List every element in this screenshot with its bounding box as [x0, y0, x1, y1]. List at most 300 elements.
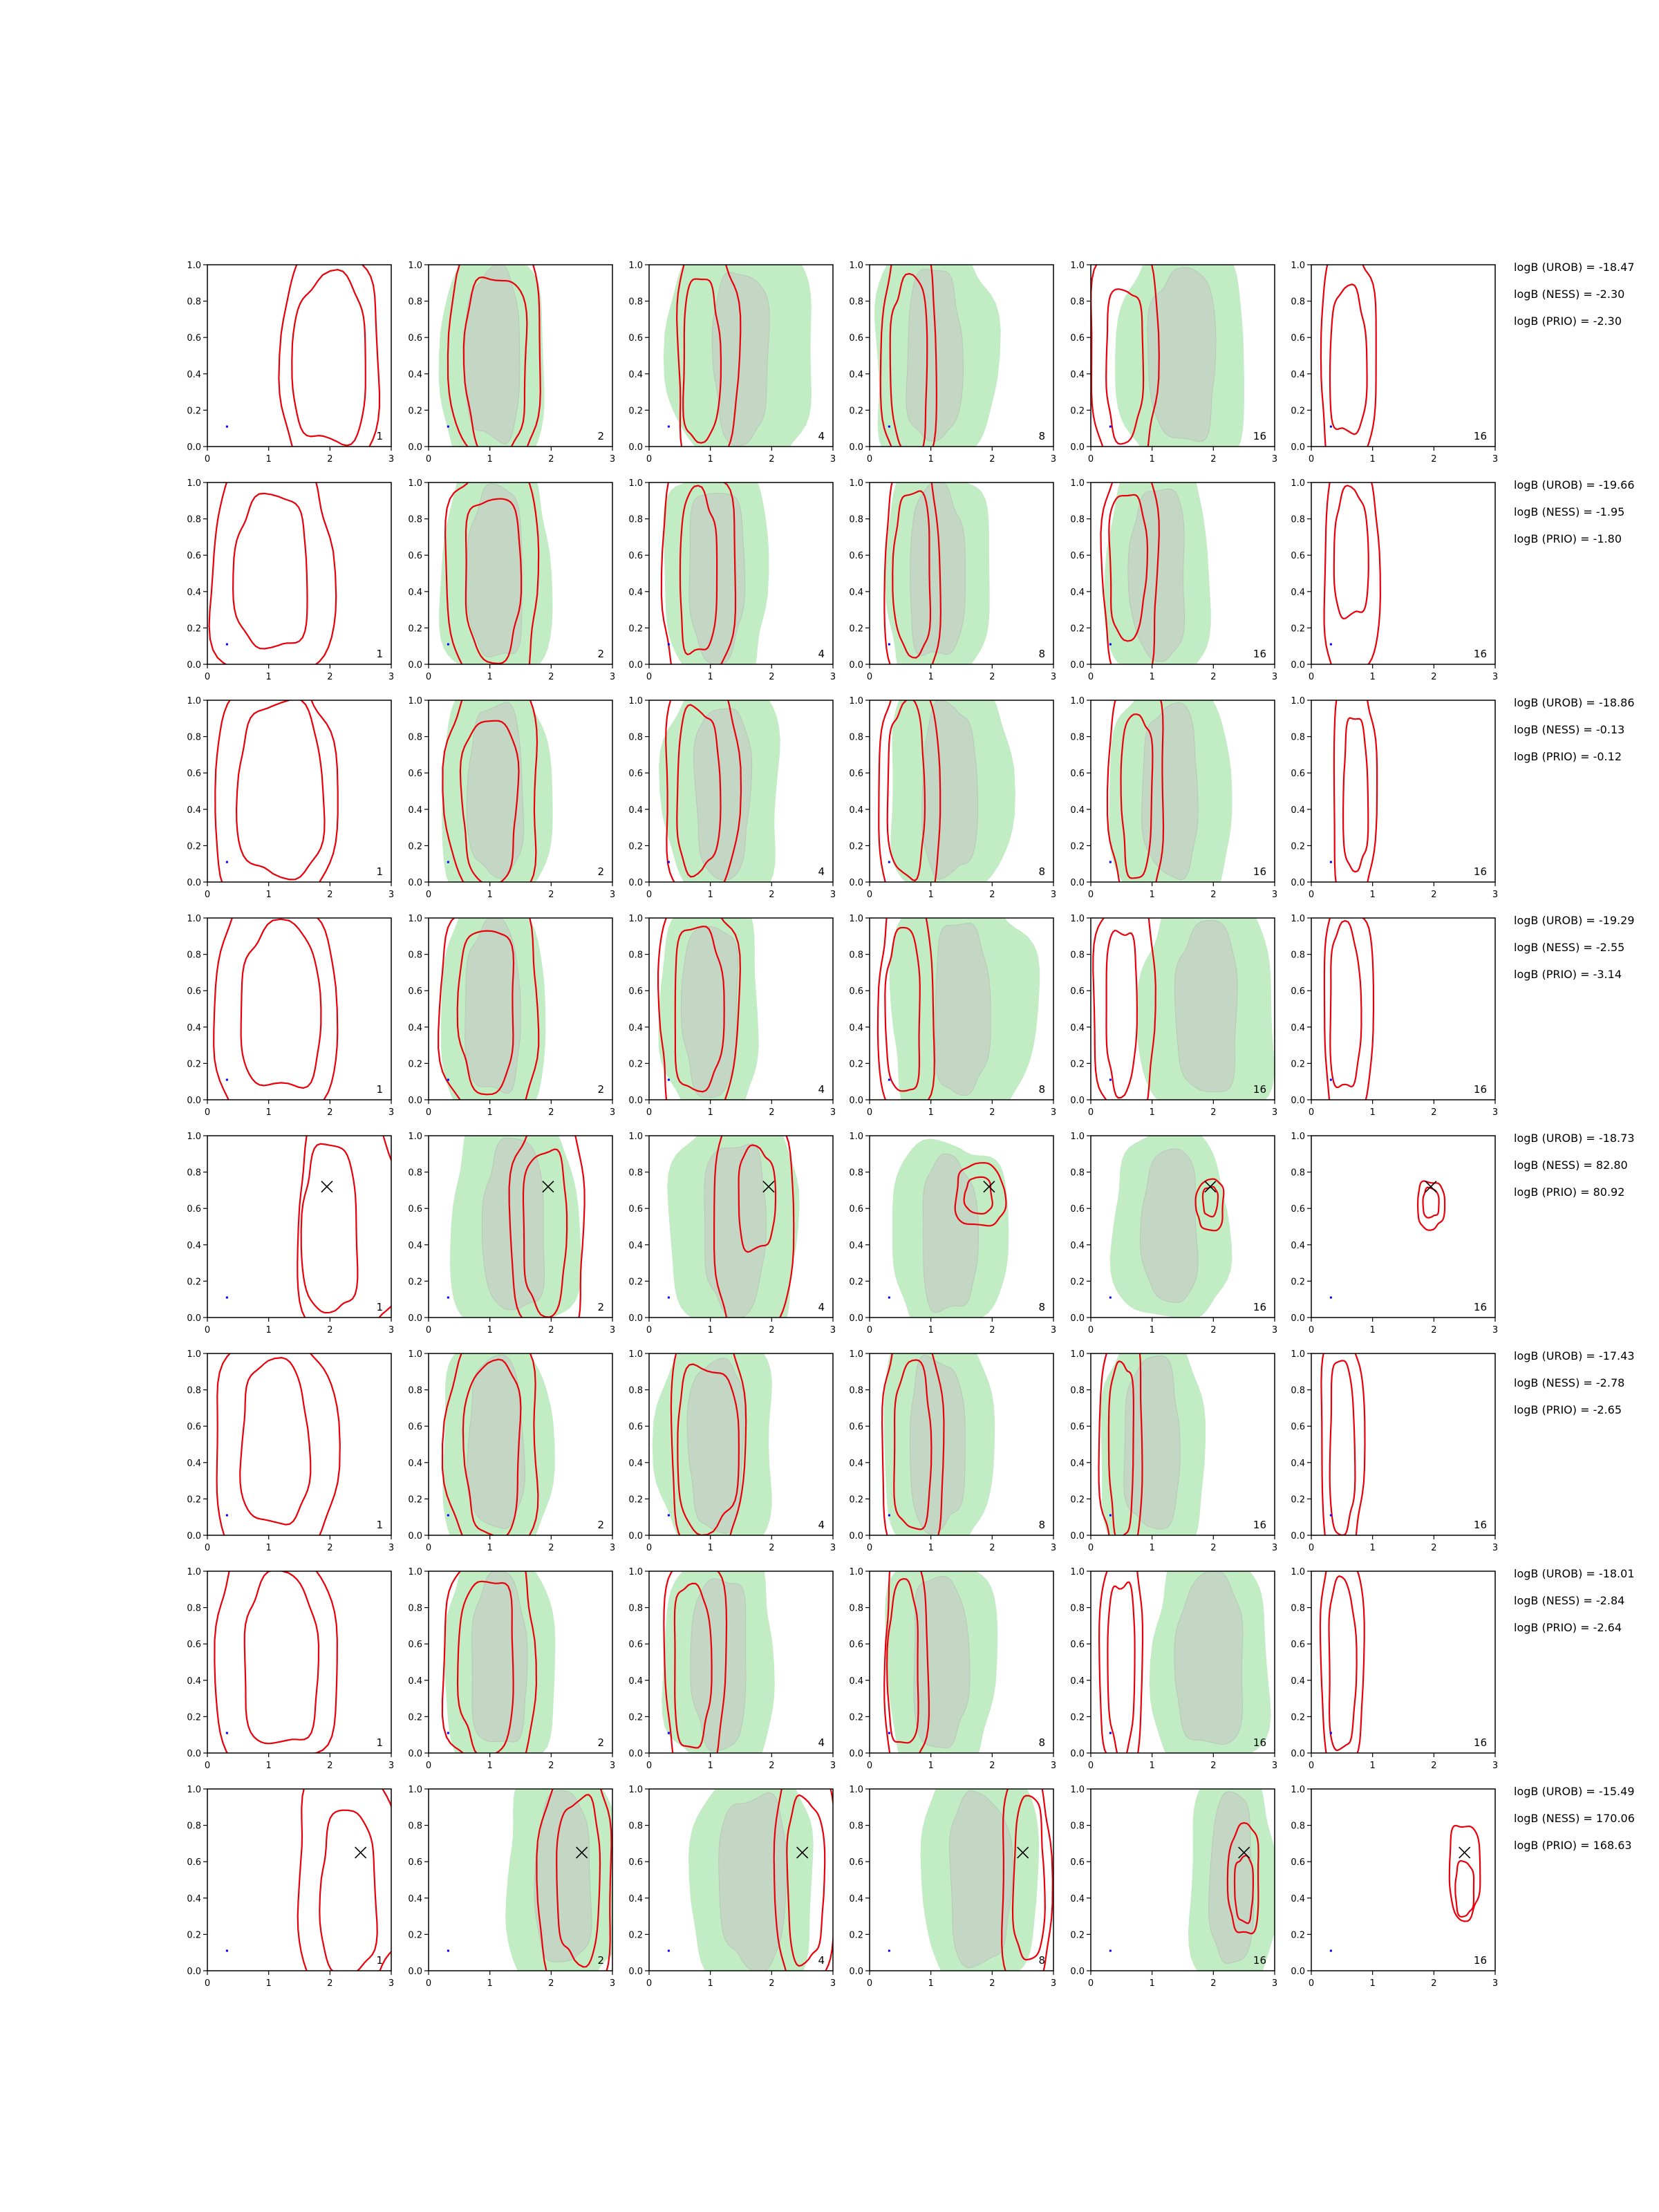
x-tick-label: 2: [1431, 1107, 1437, 1118]
y-tick-label: 0.4: [408, 1893, 422, 1904]
prior-core-region: [467, 702, 523, 879]
start-dot: [1109, 1950, 1112, 1952]
y-tick-label: 0.6: [187, 1857, 201, 1868]
column-label: 2: [597, 1519, 604, 1531]
logb-stats: [1514, 1125, 1656, 1206]
subplot: [408, 1759, 626, 1993]
posterior-contour: [1329, 1576, 1357, 1750]
x-tick-label: 3: [1271, 672, 1278, 682]
subplot: [1070, 1323, 1277, 1561]
x-tick-label: 1: [265, 1325, 272, 1335]
subplot: [1291, 1785, 1498, 1989]
x-tick-label: 0: [646, 1325, 653, 1335]
logb-stats: [1514, 689, 1656, 770]
posterior-contour: [279, 234, 379, 467]
x-tick-label: 2: [327, 672, 333, 682]
x-tick-label: 3: [830, 1543, 836, 1553]
start-dot: [668, 861, 670, 863]
logb-stat-line: logB (NESS) = -0.13: [1514, 723, 1625, 736]
x-tick-label: 3: [388, 672, 395, 682]
x-tick-label: 0: [646, 1543, 653, 1553]
x-tick-label: 2: [548, 1107, 554, 1118]
posterior-contour: [297, 1114, 403, 1340]
x-tick-label: 3: [609, 672, 616, 682]
x-tick-label: 3: [1492, 1978, 1499, 1989]
x-tick-label: 3: [388, 1978, 395, 1989]
y-tick-label: 0.2: [628, 1712, 643, 1723]
subplot: [628, 460, 836, 692]
start-dot: [1109, 426, 1112, 428]
axes-frame: [1311, 265, 1495, 447]
plot-area: [214, 1544, 337, 1779]
y-tick-label: 0.6: [1291, 1857, 1305, 1868]
start-dot: [1109, 644, 1112, 646]
plot-area: [1321, 236, 1376, 469]
x-tick-label: 2: [327, 1761, 333, 1771]
logb-stat-line: logB (UROB) = -18.01: [1514, 1567, 1635, 1580]
posterior-contour: [1107, 1582, 1134, 1760]
y-tick-label: 0.2: [1291, 841, 1305, 852]
y-tick-label: 0.0: [1070, 442, 1085, 453]
x-tick-label: 3: [1050, 1761, 1057, 1771]
column-label: 16: [1253, 1301, 1266, 1313]
x-tick-label: 3: [1050, 1978, 1057, 1989]
x-tick-label: 3: [830, 1107, 836, 1118]
x-tick-label: 1: [487, 1978, 493, 1989]
x-tick-label: 3: [830, 1761, 836, 1771]
plot-area: [667, 1112, 799, 1349]
x-tick-label: 2: [769, 1761, 775, 1771]
x-tick-label: 1: [1369, 1761, 1376, 1771]
column-label: 8: [1038, 430, 1045, 442]
y-tick-label: 0.6: [628, 986, 643, 997]
column-label: 16: [1253, 1954, 1266, 1967]
x-tick-label: 2: [1210, 1325, 1217, 1335]
posterior-contour: [1455, 1861, 1474, 1917]
x-tick-label: 3: [1050, 1107, 1057, 1118]
y-tick-label: 1.0: [628, 696, 643, 706]
x-tick-label: 1: [928, 672, 934, 682]
y-tick-label: 0.2: [849, 1494, 863, 1506]
x-tick-label: 3: [609, 890, 616, 900]
x-tick-label: 0: [866, 890, 873, 900]
start-dot: [447, 861, 449, 863]
start-dot: [1330, 861, 1332, 863]
y-tick-label: 1.0: [1291, 478, 1305, 489]
y-tick-label: 0.4: [849, 1458, 863, 1469]
y-tick-label: 0.4: [187, 1240, 201, 1251]
x-tick-label: 1: [265, 1543, 272, 1553]
logb-stat-line: logB (NESS) = -2.78: [1514, 1376, 1625, 1389]
y-tick-label: 0.4: [408, 805, 422, 816]
y-tick-label: 0.0: [187, 878, 201, 888]
y-tick-label: 0.6: [849, 1857, 863, 1868]
column-label: 4: [818, 1736, 825, 1749]
subplot: [628, 1760, 836, 2003]
posterior-contour: [214, 887, 337, 1124]
x-tick-label: 3: [1271, 1325, 1278, 1335]
x-tick-label: 0: [1087, 1107, 1094, 1118]
logb-stat-line: logB (PRIO) = -2.30: [1514, 315, 1622, 328]
column-label: 2: [597, 1736, 604, 1749]
plot-area: [884, 453, 989, 691]
y-tick-label: 0.4: [628, 369, 643, 380]
x-tick-label: 2: [327, 1543, 333, 1553]
start-dot: [1330, 1515, 1332, 1517]
x-tick-label: 3: [830, 890, 836, 900]
subplot: [1291, 677, 1498, 905]
plot-area: [658, 896, 759, 1127]
subplot: [628, 243, 836, 478]
x-tick-label: 2: [769, 672, 775, 682]
x-tick-label: 0: [866, 672, 873, 682]
y-tick-label: 0.8: [408, 297, 422, 308]
y-tick-label: 0.2: [1291, 624, 1305, 635]
start-dot: [1109, 1515, 1112, 1517]
y-tick-label: 0.8: [1291, 1821, 1305, 1832]
x-tick-label: 1: [707, 1761, 713, 1771]
start-dot: [226, 1515, 228, 1517]
y-tick-label: 0.8: [187, 1385, 201, 1396]
logb-stat-line: logB (NESS) = -2.55: [1514, 941, 1625, 954]
x-tick-label: 2: [989, 1761, 995, 1771]
y-tick-label: 1.0: [187, 1567, 201, 1577]
y-tick-label: 1.0: [187, 1349, 201, 1360]
x-tick-label: 0: [866, 1761, 873, 1771]
y-tick-label: 0.0: [1070, 660, 1085, 671]
y-tick-label: 1.0: [628, 261, 643, 271]
subplot: [408, 885, 615, 1127]
y-tick-label: 1.0: [187, 1785, 201, 1795]
y-tick-label: 1.0: [1291, 1567, 1305, 1577]
y-tick-label: 0.6: [1070, 1640, 1085, 1651]
y-tick-label: 1.0: [408, 478, 422, 489]
column-label: 16: [1473, 430, 1487, 442]
x-tick-label: 0: [425, 454, 432, 465]
y-tick-label: 0.8: [1070, 1603, 1085, 1614]
y-tick-label: 0.4: [1070, 1240, 1085, 1251]
column-label: 2: [597, 648, 604, 660]
y-tick-label: 0.4: [408, 1676, 422, 1687]
logb-stat-line: logB (NESS) = 170.06: [1514, 1812, 1635, 1825]
x-tick-label: 0: [204, 672, 211, 682]
plot-area: [878, 893, 1040, 1122]
y-tick-label: 0.2: [1291, 1059, 1305, 1070]
plot-area: [879, 668, 1015, 912]
x-tick-label: 2: [327, 1978, 333, 1989]
x-tick-label: 2: [327, 454, 333, 465]
x-tick-label: 0: [425, 1761, 432, 1771]
start-dot: [447, 1732, 449, 1734]
subplot: [187, 234, 394, 467]
x-tick-label: 3: [1492, 454, 1499, 465]
y-tick-label: 0.6: [1291, 986, 1305, 997]
x-tick-label: 1: [265, 672, 272, 682]
x-tick-label: 2: [327, 1107, 333, 1118]
y-tick-label: 0.4: [1070, 587, 1085, 598]
y-tick-label: 0.0: [849, 1096, 863, 1106]
x-tick-label: 2: [1210, 1761, 1217, 1771]
x-tick-label: 3: [1271, 1761, 1278, 1771]
y-tick-label: 0.6: [408, 1857, 422, 1868]
posterior-contour: [1321, 236, 1376, 469]
subplot: [849, 668, 1056, 912]
start-dot: [226, 1950, 228, 1952]
x-tick-label: 1: [1369, 1107, 1376, 1118]
posterior-contour: [1330, 284, 1367, 434]
column-label: 8: [1038, 1519, 1045, 1531]
y-tick-label: 0.0: [1291, 1749, 1305, 1759]
prior-core-region: [1147, 268, 1216, 442]
posterior-contour: [1099, 1544, 1143, 1781]
plot-area: [1099, 1544, 1271, 1781]
subplot: [187, 1323, 394, 1556]
logb-stat-line: logB (UROB) = -15.49: [1514, 1785, 1635, 1798]
y-tick-label: 0.6: [187, 1422, 201, 1433]
start-dot: [447, 1079, 449, 1081]
y-tick-label: 0.2: [187, 406, 201, 417]
start-dot: [447, 1950, 449, 1952]
x-tick-label: 1: [1369, 1325, 1376, 1335]
y-tick-label: 0.8: [187, 514, 201, 525]
logb-stat-line: logB (UROB) = -17.43: [1514, 1349, 1635, 1362]
x-tick-label: 1: [928, 890, 934, 900]
x-tick-label: 2: [1210, 1107, 1217, 1118]
y-tick-label: 1.0: [849, 478, 863, 489]
y-tick-label: 1.0: [849, 261, 863, 271]
x-tick-label: 0: [204, 1543, 211, 1553]
y-tick-label: 0.2: [1070, 406, 1085, 417]
y-tick-label: 0.8: [849, 514, 863, 525]
y-tick-label: 0.2: [1291, 1712, 1305, 1723]
axes-frame: [1311, 700, 1495, 882]
y-tick-label: 0.0: [628, 1531, 643, 1541]
y-tick-label: 0.6: [408, 769, 422, 780]
y-tick-label: 0.6: [1070, 986, 1085, 997]
subplot: [1291, 1331, 1498, 1557]
column-label: 16: [1473, 1954, 1487, 1967]
subplot: [849, 893, 1056, 1122]
y-tick-label: 0.8: [187, 732, 201, 743]
y-tick-label: 1.0: [849, 914, 863, 924]
x-tick-label: 1: [1369, 672, 1376, 682]
y-tick-label: 0.8: [628, 1603, 643, 1614]
y-tick-label: 0.8: [1291, 732, 1305, 743]
y-tick-label: 0.4: [1291, 1240, 1305, 1251]
x-tick-label: 2: [769, 1107, 775, 1118]
logb-stats: [1514, 254, 1656, 335]
y-tick-label: 1.0: [628, 914, 643, 924]
x-tick-label: 0: [425, 1325, 432, 1335]
x-tick-label: 2: [989, 672, 995, 682]
y-tick-label: 1.0: [1070, 1567, 1085, 1577]
start-dot: [888, 1079, 890, 1081]
x-tick-label: 3: [1492, 672, 1499, 682]
y-tick-label: 1.0: [408, 696, 422, 706]
x-tick-label: 3: [1050, 1325, 1057, 1335]
y-tick-label: 0.6: [1070, 769, 1085, 780]
x-tick-label: 1: [265, 1978, 272, 1989]
plot-area: [888, 1138, 1009, 1338]
y-tick-label: 0.6: [187, 333, 201, 344]
x-tick-label: 2: [1210, 890, 1217, 900]
y-tick-label: 0.6: [408, 1640, 422, 1651]
y-tick-label: 0.8: [1291, 297, 1305, 308]
y-tick-label: 0.2: [628, 1930, 643, 1941]
y-tick-label: 0.4: [849, 587, 863, 598]
subplot: [408, 669, 615, 908]
y-tick-label: 0.6: [849, 1204, 863, 1215]
posterior-contour: [1321, 1331, 1365, 1557]
y-tick-label: 0.8: [1070, 1168, 1085, 1179]
subplot: [628, 1548, 836, 1777]
y-tick-label: 0.2: [187, 841, 201, 852]
posterior-contour: [292, 270, 366, 445]
plot-area: [659, 682, 780, 911]
x-tick-label: 3: [388, 1107, 395, 1118]
x-tick-label: 3: [609, 454, 616, 465]
subplot: [1070, 1127, 1277, 1335]
y-tick-label: 0.0: [408, 660, 422, 671]
subplot: [849, 238, 1056, 468]
y-tick-label: 0.0: [1291, 660, 1305, 671]
y-tick-label: 0.6: [628, 769, 643, 780]
posterior-contour: [1324, 456, 1380, 692]
y-tick-label: 1.0: [1070, 1132, 1085, 1142]
y-tick-label: 0.0: [1291, 1313, 1305, 1324]
column-label: 2: [597, 1301, 604, 1313]
plot-area: [1330, 1181, 1445, 1299]
x-tick-label: 2: [1431, 1978, 1437, 1989]
plot-area: [217, 1323, 340, 1556]
x-tick-label: 0: [1308, 1978, 1315, 1989]
start-dot: [226, 644, 228, 646]
plot-area: [662, 1548, 775, 1777]
x-tick-label: 0: [1308, 454, 1315, 465]
y-tick-label: 0.6: [408, 1204, 422, 1215]
y-tick-label: 0.0: [187, 1967, 201, 1977]
y-tick-label: 0.2: [628, 841, 643, 852]
column-label: 8: [1038, 1954, 1045, 1967]
x-tick-label: 3: [609, 1543, 616, 1553]
y-tick-label: 1.0: [187, 1132, 201, 1142]
y-tick-label: 0.6: [1291, 551, 1305, 562]
y-tick-label: 0.4: [1291, 1676, 1305, 1687]
start-dot: [226, 1079, 228, 1081]
posterior-contour: [1450, 1826, 1481, 1922]
y-tick-label: 0.0: [628, 1313, 643, 1324]
y-tick-label: 1.0: [849, 1132, 863, 1142]
y-tick-label: 0.2: [1070, 841, 1085, 852]
y-tick-label: 0.8: [628, 1821, 643, 1832]
y-tick-label: 1.0: [1070, 696, 1085, 706]
column-label: 1: [376, 865, 383, 878]
x-tick-label: 3: [388, 1543, 395, 1553]
y-tick-label: 0.2: [1070, 1712, 1085, 1723]
x-tick-label: 1: [487, 672, 493, 682]
axes-frame: [207, 1571, 391, 1753]
column-label: 16: [1253, 865, 1266, 878]
x-tick-label: 3: [1492, 1107, 1499, 1118]
y-tick-label: 1.0: [408, 1349, 422, 1360]
axes-frame: [207, 918, 391, 1100]
column-label: 16: [1473, 1736, 1487, 1749]
subplot: [408, 1323, 615, 1557]
y-tick-label: 0.8: [1291, 514, 1305, 525]
posterior-contour: [236, 699, 324, 879]
y-tick-label: 0.8: [408, 1168, 422, 1179]
y-tick-label: 1.0: [1291, 1785, 1305, 1795]
y-tick-label: 1.0: [187, 914, 201, 924]
x-tick-label: 0: [425, 1978, 432, 1989]
y-tick-label: 0.2: [408, 1277, 422, 1288]
y-tick-label: 0.2: [1070, 1930, 1085, 1941]
x-tick-label: 1: [928, 1325, 934, 1335]
start-dot: [668, 1079, 670, 1081]
x-tick-label: 2: [1210, 454, 1217, 465]
x-tick-label: 3: [609, 1325, 616, 1335]
x-tick-label: 1: [928, 454, 934, 465]
posterior-contour: [298, 1767, 405, 1993]
y-tick-label: 0.0: [408, 1749, 422, 1759]
plot-area: [447, 1110, 585, 1340]
y-tick-label: 0.4: [628, 1458, 643, 1469]
y-tick-label: 0.2: [408, 1712, 422, 1723]
y-tick-label: 0.4: [408, 1458, 422, 1469]
x-tick-label: 3: [609, 1761, 616, 1771]
x-tick-label: 0: [1308, 1107, 1315, 1118]
plot-area: [442, 669, 553, 908]
start-dot: [447, 1297, 449, 1299]
posterior-contour: [241, 919, 321, 1088]
x-tick-label: 3: [388, 454, 395, 465]
x-tick-label: 2: [769, 1543, 775, 1553]
subplot: [628, 1330, 836, 1566]
x-tick-label: 0: [646, 1107, 653, 1118]
subplot: [1070, 237, 1277, 474]
plot-area: [209, 458, 337, 686]
axes-frame: [1311, 1136, 1495, 1318]
y-tick-label: 0.2: [1070, 1277, 1085, 1288]
subplot: [1070, 1544, 1277, 1781]
x-tick-label: 1: [265, 890, 272, 900]
subplot: [849, 1547, 1056, 1776]
x-tick-label: 1: [928, 1761, 934, 1771]
logb-stat-line: logB (PRIO) = -2.65: [1514, 1403, 1622, 1416]
plot-area: [226, 234, 379, 467]
subplot: [1070, 1763, 1278, 1989]
subplot: [408, 1541, 615, 1777]
y-tick-label: 1.0: [408, 1132, 422, 1142]
y-tick-label: 0.0: [849, 878, 863, 888]
y-tick-label: 0.8: [187, 297, 201, 308]
y-tick-label: 0.6: [408, 551, 422, 562]
x-tick-label: 1: [487, 1761, 493, 1771]
plot-area: [214, 887, 337, 1124]
y-tick-label: 0.4: [1070, 805, 1085, 816]
logb-stat-line: logB (NESS) = -2.30: [1514, 288, 1625, 301]
x-tick-label: 1: [1149, 672, 1155, 682]
y-tick-label: 1.0: [1291, 914, 1305, 924]
y-tick-label: 0.8: [1291, 1168, 1305, 1179]
x-tick-label: 0: [1308, 1543, 1315, 1553]
y-tick-label: 0.4: [408, 369, 422, 380]
start-dot: [668, 1297, 670, 1299]
start-dot: [888, 426, 890, 428]
y-tick-label: 0.4: [1070, 1676, 1085, 1687]
y-tick-label: 0.6: [628, 1857, 643, 1868]
start-dot: [226, 861, 228, 863]
